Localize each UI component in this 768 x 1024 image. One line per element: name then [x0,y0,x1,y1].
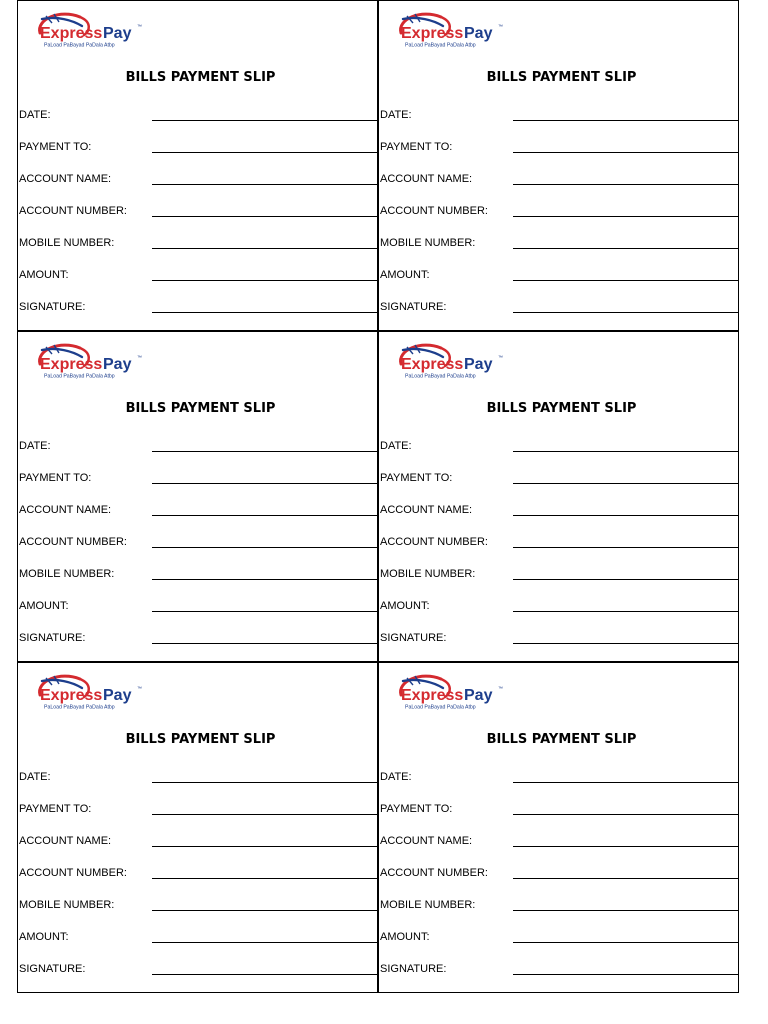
field-entry-line[interactable] [513,152,738,153]
form-field-row [379,300,738,332]
svg-text:™: ™ [498,24,503,30]
field-entry-line[interactable] [152,547,377,548]
field-label: AMOUNT: [19,931,69,943]
svg-text:PaLoad PaBayad PaDala Atbp: PaLoad PaBayad PaDala Atbp [405,373,476,380]
form-field-row [18,300,377,332]
form-field-row [379,236,738,268]
field-entry-line[interactable] [152,878,377,879]
field-entry-line[interactable] [152,483,377,484]
svg-text:Pay: Pay [464,687,493,704]
form-field-row [379,439,738,471]
field-entry-line[interactable] [513,547,738,548]
svg-text:Express: Express [401,687,464,704]
slip-title: BILLS PAYMENT SLIP [486,401,637,416]
form-field-row [18,802,377,834]
svg-text:Pay: Pay [464,356,493,373]
expresspay-logo-icon [393,7,523,51]
field-entry-line[interactable] [152,782,377,783]
field-label: SIGNATURE: [19,963,86,975]
field-entry-line[interactable] [152,451,377,452]
form-field-row [18,567,377,599]
form-field-row [379,834,738,866]
form-field-row [379,930,738,962]
field-label: PAYMENT TO: [380,803,453,815]
form-field-row [18,140,377,172]
form-field-row [379,503,738,535]
form-field-row [18,108,377,140]
field-label: SIGNATURE: [380,963,447,975]
slip-title: BILLS PAYMENT SLIP [125,401,276,416]
form-field-row [18,866,377,898]
form-field-row [18,535,377,567]
slip-title: BILLS PAYMENT SLIP [486,70,637,85]
svg-text:Express: Express [40,25,103,42]
field-entry-line[interactable] [513,120,738,121]
svg-text:™: ™ [137,355,142,361]
field-label: DATE: [19,771,51,783]
field-entry-line[interactable] [152,184,377,185]
field-entry-line[interactable] [152,280,377,281]
field-label: PAYMENT TO: [380,141,453,153]
bills-payment-slip [17,331,378,662]
form-field-row [18,236,377,268]
field-label: DATE: [380,771,412,783]
svg-text:PaLoad PaBayad PaDala Atbp: PaLoad PaBayad PaDala Atbp [405,704,476,711]
field-label: ACCOUNT NUMBER: [380,205,488,217]
form-field-row [379,631,738,663]
form-field-row [379,268,738,300]
slip-title: BILLS PAYMENT SLIP [486,732,637,747]
form-field-row [379,802,738,834]
svg-text:Pay: Pay [103,25,132,42]
svg-text:PaLoad PaBayad PaDala Atbp: PaLoad PaBayad PaDala Atbp [44,704,115,711]
field-entry-line[interactable] [152,120,377,121]
field-label: SIGNATURE: [19,301,86,313]
svg-text:PaLoad PaBayad PaDala Atbp: PaLoad PaBayad PaDala Atbp [44,42,115,49]
bills-payment-slip [17,662,378,993]
field-entry-line[interactable] [152,611,377,612]
field-entry-line[interactable] [513,910,738,911]
field-entry-line[interactable] [513,312,738,313]
field-entry-line[interactable] [513,814,738,815]
field-label: ACCOUNT NAME: [19,835,112,847]
field-label: MOBILE NUMBER: [19,899,115,911]
field-label: MOBILE NUMBER: [380,899,476,911]
expresspay-logo-icon [32,669,162,713]
form-field-row [379,140,738,172]
svg-text:PaLoad PaBayad PaDala Atbp: PaLoad PaBayad PaDala Atbp [44,373,115,380]
slip-title: BILLS PAYMENT SLIP [125,70,276,85]
svg-text:Pay: Pay [103,687,132,704]
field-label: MOBILE NUMBER: [19,237,115,249]
field-label: ACCOUNT NAME: [19,173,112,185]
bills-payment-slip [17,0,378,331]
field-label: DATE: [19,109,51,121]
field-entry-line[interactable] [152,515,377,516]
field-entry-line[interactable] [513,942,738,943]
field-entry-line[interactable] [152,910,377,911]
field-entry-line[interactable] [152,152,377,153]
field-entry-line[interactable] [513,579,738,580]
field-entry-line[interactable] [152,248,377,249]
svg-text:™: ™ [498,355,503,361]
bills-payment-slip [378,331,739,662]
expresspay-logo-icon [32,338,162,382]
field-label: AMOUNT: [380,600,430,612]
form-field-row [18,599,377,631]
form-field-row [18,439,377,471]
field-entry-line[interactable] [152,579,377,580]
field-entry-line[interactable] [513,611,738,612]
bills-payment-slip [378,0,739,331]
svg-text:Express: Express [401,356,464,373]
form-field-row [18,898,377,930]
form-field-row [379,770,738,802]
field-entry-line[interactable] [513,248,738,249]
field-label: PAYMENT TO: [19,803,92,815]
field-label: PAYMENT TO: [19,472,92,484]
svg-text:Pay: Pay [464,25,493,42]
field-entry-line[interactable] [513,216,738,217]
bills-payment-slip [378,662,739,993]
field-label: ACCOUNT NUMBER: [19,536,127,548]
field-entry-line[interactable] [152,312,377,313]
field-entry-line[interactable] [513,280,738,281]
field-label: PAYMENT TO: [380,472,453,484]
field-label: SIGNATURE: [19,632,86,644]
field-entry-line[interactable] [513,515,738,516]
field-label: MOBILE NUMBER: [380,237,476,249]
svg-text:Pay: Pay [103,356,132,373]
field-label: SIGNATURE: [380,632,447,644]
field-label: DATE: [19,440,51,452]
field-label: ACCOUNT NUMBER: [380,867,488,879]
expresspay-logo [393,669,523,713]
form-field-row [18,930,377,962]
svg-text:PaLoad PaBayad PaDala Atbp: PaLoad PaBayad PaDala Atbp [405,42,476,49]
field-label: ACCOUNT NUMBER: [380,536,488,548]
form-field-row [18,503,377,535]
field-entry-line[interactable] [513,846,738,847]
field-label: ACCOUNT NUMBER: [19,867,127,879]
svg-text:™: ™ [498,686,503,692]
expresspay-logo [32,7,162,51]
expresspay-logo [393,338,523,382]
form-field-row [379,108,738,140]
field-label: AMOUNT: [380,269,430,281]
field-label: ACCOUNT NAME: [380,173,473,185]
svg-text:Express: Express [40,687,103,704]
form-field-row [379,204,738,236]
form-field-row [379,471,738,503]
field-label: MOBILE NUMBER: [19,568,115,580]
expresspay-logo [32,338,162,382]
form-field-row [379,866,738,898]
field-label: ACCOUNT NAME: [19,504,112,516]
form-field-row [18,268,377,300]
form-field-row [379,962,738,994]
form-field-row [18,172,377,204]
form-field-row [379,567,738,599]
form-field-row [379,898,738,930]
field-label: DATE: [380,440,412,452]
field-label: AMOUNT: [19,600,69,612]
field-entry-line[interactable] [513,184,738,185]
field-entry-line[interactable] [513,451,738,452]
form-field-row [379,599,738,631]
field-entry-line[interactable] [513,878,738,879]
form-field-row [18,770,377,802]
form-field-row [18,962,377,994]
form-field-row [379,535,738,567]
expresspay-logo [393,7,523,51]
field-entry-line[interactable] [513,643,738,644]
field-entry-line[interactable] [152,942,377,943]
form-field-row [18,834,377,866]
field-entry-line[interactable] [152,643,377,644]
field-label: ACCOUNT NUMBER: [19,205,127,217]
field-label: AMOUNT: [19,269,69,281]
expresspay-logo-icon [32,7,162,51]
field-label: ACCOUNT NAME: [380,835,473,847]
field-entry-line[interactable] [513,483,738,484]
field-label: SIGNATURE: [380,301,447,313]
payment-slip-sheet [17,0,740,995]
svg-text:™: ™ [137,24,142,30]
field-entry-line[interactable] [152,846,377,847]
field-label: DATE: [380,109,412,121]
field-entry-line[interactable] [152,974,377,975]
svg-text:™: ™ [137,686,142,692]
field-entry-line[interactable] [152,216,377,217]
field-label: MOBILE NUMBER: [380,568,476,580]
field-label: AMOUNT: [380,931,430,943]
field-entry-line[interactable] [513,782,738,783]
field-entry-line[interactable] [152,814,377,815]
field-label: ACCOUNT NAME: [380,504,473,516]
form-field-row [18,204,377,236]
form-field-row [18,471,377,503]
svg-text:Express: Express [401,25,464,42]
expresspay-logo [32,669,162,713]
form-field-row [18,631,377,663]
form-field-row [379,172,738,204]
slip-title: BILLS PAYMENT SLIP [125,732,276,747]
svg-text:Express: Express [40,356,103,373]
expresspay-logo-icon [393,669,523,713]
field-entry-line[interactable] [513,974,738,975]
field-label: PAYMENT TO: [19,141,92,153]
expresspay-logo-icon [393,338,523,382]
